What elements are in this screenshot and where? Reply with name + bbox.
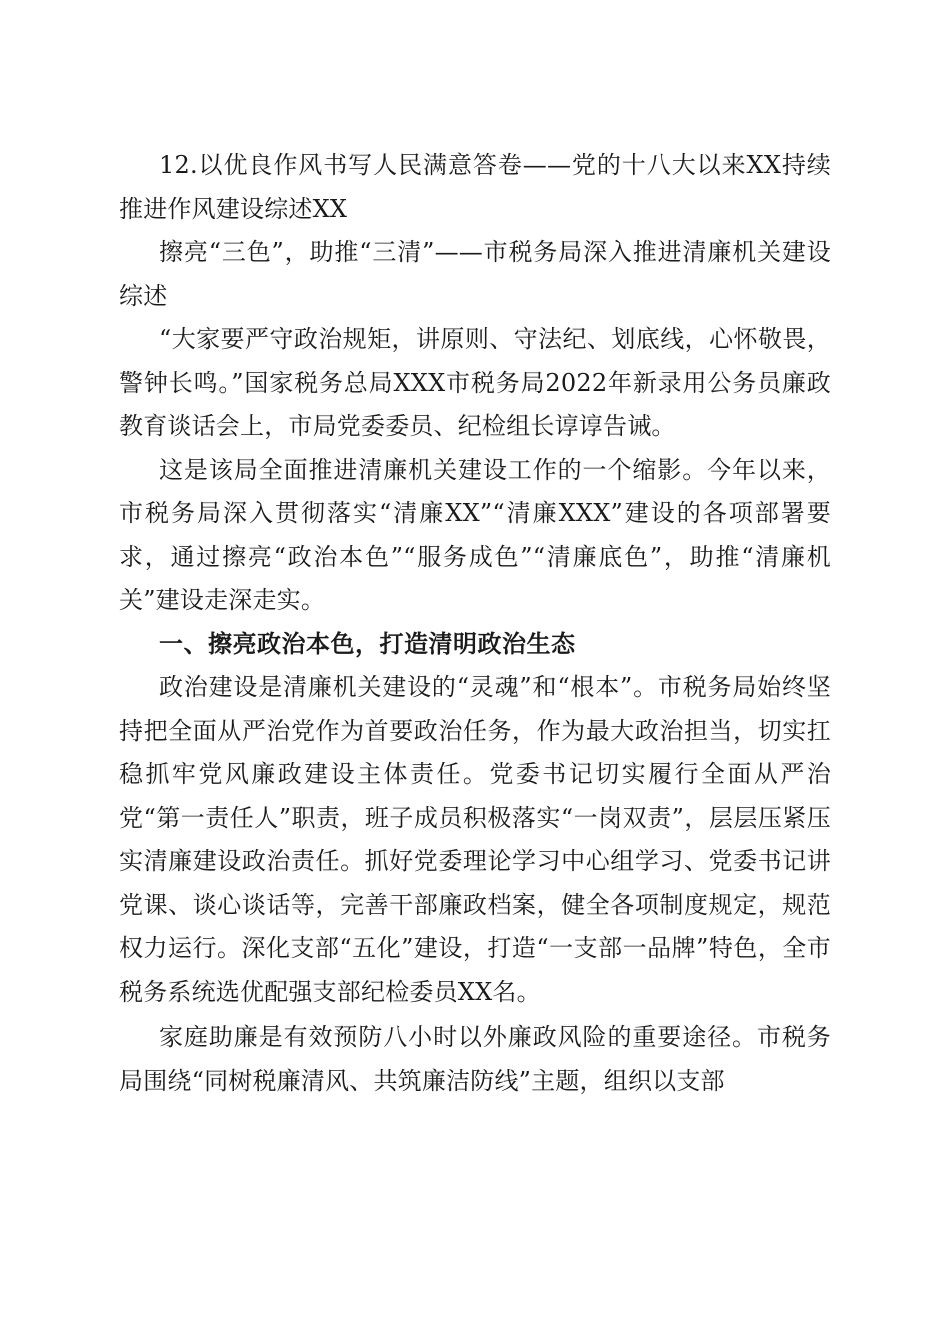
section-heading-1: 一、擦亮政治本色，打造清明政治生态 (159, 629, 576, 658)
body-paragraph-3: 政治建设是清廉机关建设的“灵魂”和“根本”。市税务局始终坚持把全面从严治党作为首要政治任务，作为最大政治担当，切实扛稳抓牢党风廉政建设主体责任。党委书记切实履行全面从严治党“第一责任人”职责，班子成员积极落实“一岗双责”，层层压紧压实清廉建设政治责任。抓好党委理论学习中心组学习、党委书记讲党课、谈心谈话等，完善干部廉政档案，健全各项制度规定，规范权力运行。深化支部“五化”建设，打造“一支部一品牌”特色，全市税务系统选优配强支部纪检委员XX名。 (119, 673, 831, 1006)
body-paragraph-4: 家庭助廉是有效预防八小时以外廉政风险的重要途径。市税务局围绕“同树税廉清风、共筑廉洁防线”主题，组织以支部 (119, 1023, 831, 1095)
title-paragraph: 12.以优良作风书写人民满意答卷——党的十八大以来XX持续推进作风建设综述XX (119, 151, 831, 223)
body-paragraph-2: 这是该局全面推进清廉机关建设工作的一个缩影。今年以来，市税务局深入贯彻落实“清廉XX”“清廉XXX”建设的各项部署要求，通过擦亮“政治本色”“服务成色”“清廉底色”，助推“清廉机关”建设走深走实。 (119, 455, 831, 614)
body-paragraph-1: “大家要严守政治规矩，讲原则、守法纪、划底线，心怀敬畏，警钟长鸣。”国家税务总局XXX市税务局2022年新录用公务员廉政教育谈话会上，市局党委委员、纪检组长谆谆告诫。 (119, 325, 831, 440)
subtitle-paragraph: 擦亮“三色”，助推“三清”——市税务局深入推进清廉机关建设综述 (119, 238, 831, 310)
document-body (119, 144, 831, 1103)
